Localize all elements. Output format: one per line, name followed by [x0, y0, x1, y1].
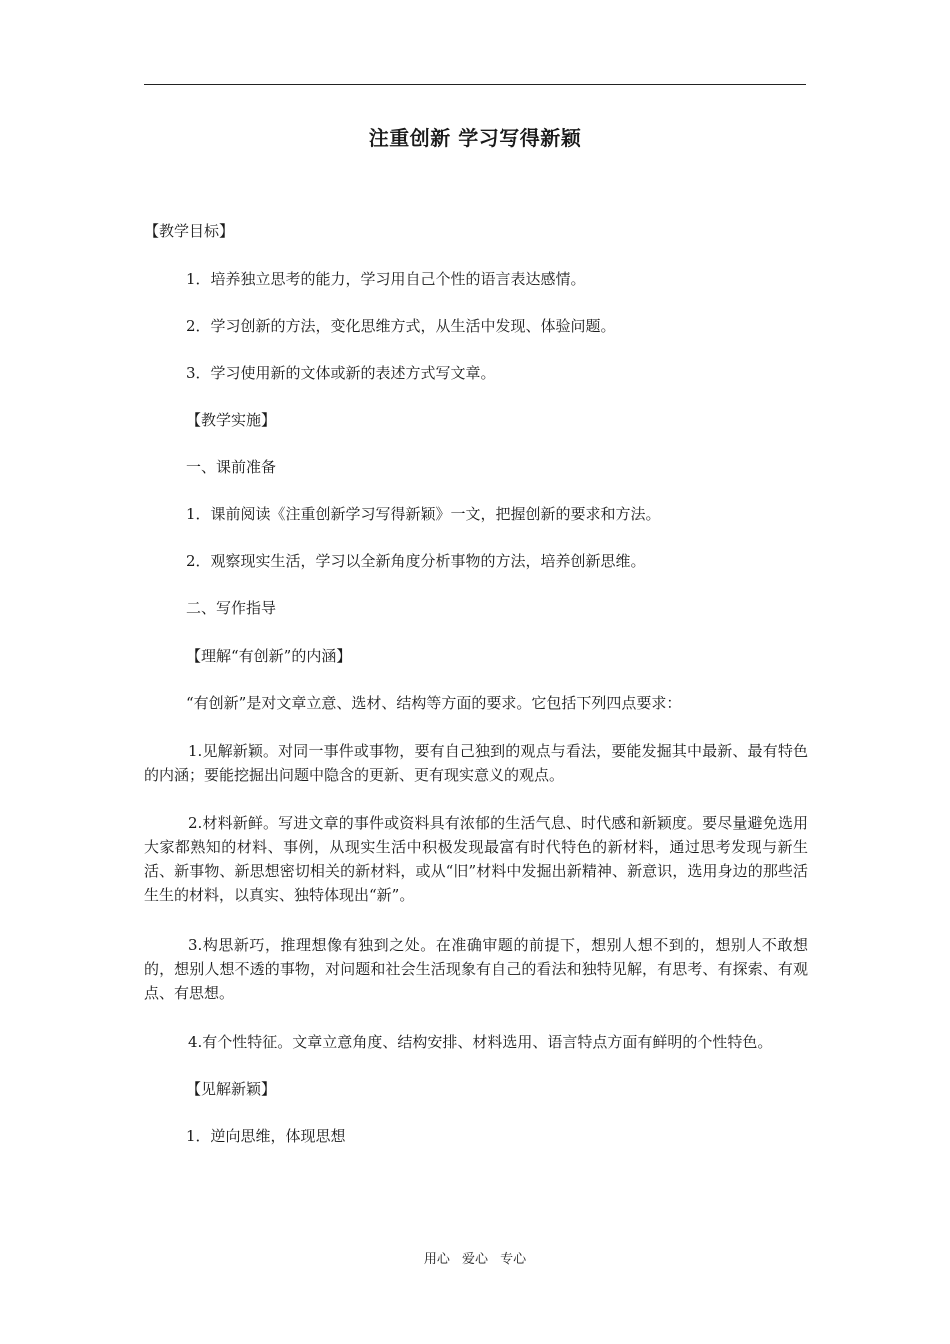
objective-item: 1．培养独立思考的能力，学习用自己个性的语言表达感情。 [186, 270, 586, 288]
objective-item: 3．学习使用新的文体或新的表述方式写文章。 [186, 364, 496, 382]
understanding-heading: 【理解“有创新”的内涵】 [186, 647, 352, 665]
page-title: 注重创新 学习写得新颖 [368, 126, 582, 150]
section-heading: 二、写作指导 [186, 599, 277, 617]
point-paragraph: 3.构思新巧，推理想像有独到之处。在准确审题的前提下，想别人想不到的，想别人不敢想的，想别人想不透的事物，对问题和社会生活现象有自己的看法和独特见解，有思考、有探索、有观点、有思想。 [144, 936, 808, 1002]
insight-item: 1．逆向思维，体现思想 [186, 1127, 346, 1145]
point-paragraph: 1.见解新颖。对同一事件或事物，要有自己独到的观点与看法，要能发掘其中最新、最有特色的内涵；要能挖掘出问题中隐含的更新、更有现实意义的观点。 [144, 742, 808, 784]
objective-item: 2．学习创新的方法，变化思维方式，从生活中发现、体验问题。 [186, 317, 616, 335]
header-rule [144, 84, 806, 85]
page-footer: 用心 爱心 专心 [423, 1252, 527, 1267]
implementation-heading: 【教学实施】 [186, 411, 277, 429]
section-heading: 一、课前准备 [186, 458, 277, 476]
prep-item: 2．观察现实生活，学习以全新角度分析事物的方法，培养创新思维。 [186, 552, 646, 570]
point-paragraph: 2.材料新鲜。写进文章的事件或资料具有浓郁的生活气息、时代感和新颖度。要尽量避免选用大家都熟知的材料、事例，从现实生活中积极发现最富有时代特色的新材料，通过思考发现与新生活、新事物、新思想密切相关的新材料，或从“旧”材料中发掘出新精神、新意识，选用身边的那些活生生的材料，以真实、独特体现出“新”。 [144, 814, 808, 904]
objectives-heading: 【教学目标】 [144, 222, 235, 240]
insight-heading: 【见解新颖】 [186, 1080, 277, 1098]
point-paragraph: 4.有个性特征。文章立意角度、结构安排、材料选用、语言特点方面有鲜明的个性特色。 [188, 1033, 773, 1051]
intro-text: “有创新”是对文章立意、选材、结构等方面的要求。它包括下列四点要求： [186, 694, 682, 712]
prep-item: 1．课前阅读《注重创新学习写得新颖》一文，把握创新的要求和方法。 [186, 505, 661, 523]
